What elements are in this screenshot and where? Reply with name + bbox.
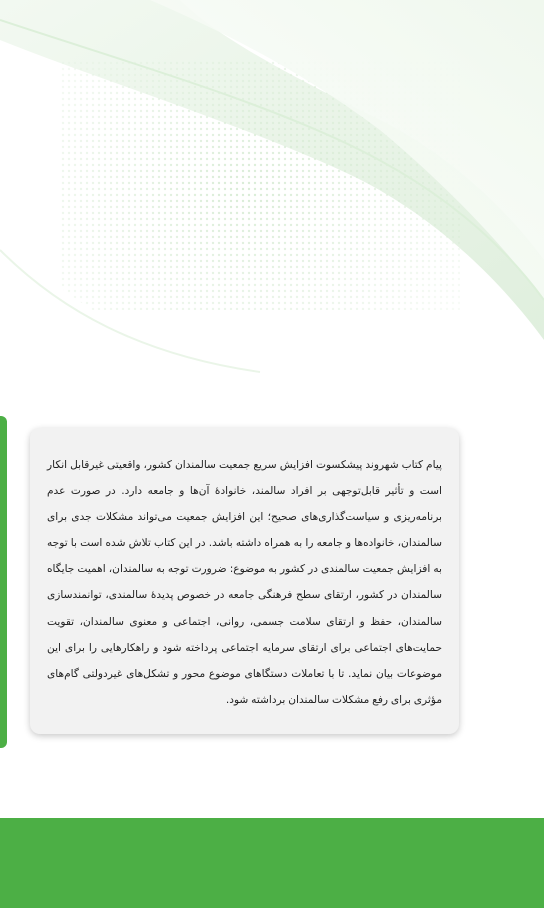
description-card (30, 428, 459, 734)
decorative-wave-background (0, 0, 544, 420)
side-accent-bar (0, 416, 7, 748)
description-text: پیام کتاب شهروند پیشکسوت افزایش سریع جمعیت سالمندان کشور، واقعیتی غیرقابل انکار است و تأثیر قابل‌توجهی بر افراد سالمند، خانوادهٔ آن‌ها و جامعه دارد. در صورت عدم برنامه‌ریزی و سیاست‌گذاری‌های صحیح؛ این افزایش جمعیت می‌تواند مشکلات جدی برای سالمندان، خانواده‌ها و جامعه را به همراه داشته باشد. در این کتاب تلاش شده است با توجه به افزایش جمعیت سالمندی در کشور به موضوع: ضرورت توجه به سالمندان، اهمیت جایگاه سالمندان در کشور، ارتقای سطح فرهنگی جامعه در خصوص پدیدهٔ سالمندی، توانمندسازی سالمندان، حفظ و ارتقای سلامت جسمی، روانی، اجتماعی و معنوی سالمندان، تقویت حمایت‌های اجتماعی برای ارتقای سرمایه اجتماعی پرداخته شود و راهکارهایی را برای این موضوعات بیان نماید. تا با تعاملات دستگاهای موضوع محور و تشکل‌های غیردولتی گام‌های مؤثری برای رفع مشکلات سالمندان برداشته شود. (47, 459, 442, 706)
bottom-green-band (0, 818, 544, 908)
